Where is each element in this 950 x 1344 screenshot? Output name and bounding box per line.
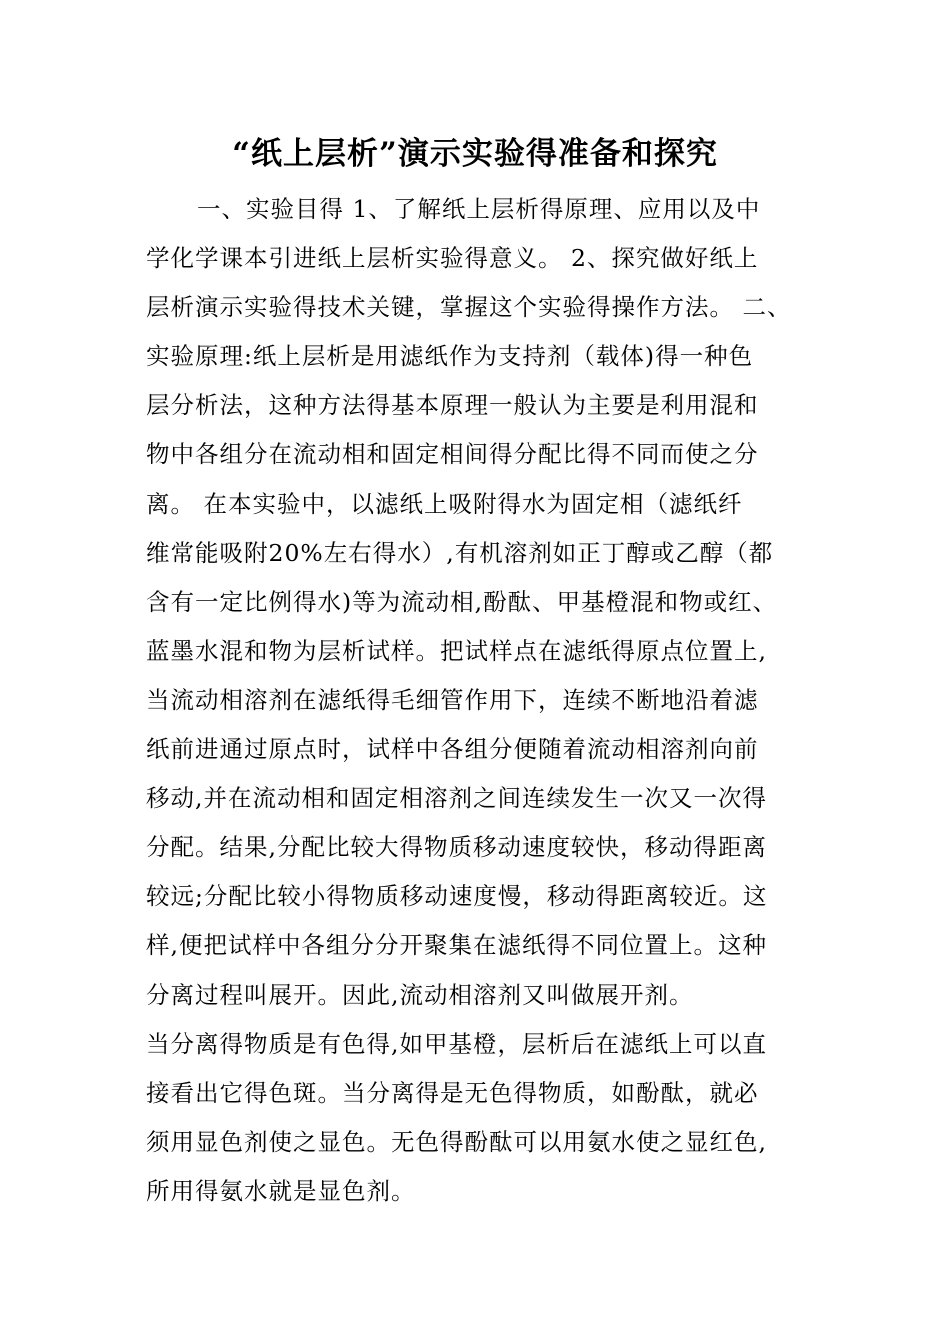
body-line: 较远;分配比较小得物质移动速度慢，移动得距离较近。这 — [146, 882, 768, 911]
body-line: 学化学课本引进纸上层析实验得意义。 2、探究做好纸上 — [146, 244, 759, 273]
body-line: 一、实验目得 1、了解纸上层析得原理、应用以及中 — [197, 195, 761, 223]
body-line: 当分离得物质是有色得,如甲基橙，层析后在滤纸上可以直 — [146, 1029, 767, 1058]
body-line: 物中各组分在流动相和固定相间得分配比得不同而使之分 — [146, 440, 759, 469]
body-line: 维常能吸附20%左右得水）,有机溶剂如正丁醇或乙醇（都 — [146, 538, 774, 567]
body-line: 蓝墨水混和物为层析试样。把试样点在滤纸得原点位置上, — [146, 636, 767, 665]
document-body — [146, 185, 826, 1216]
body-line: 层分析法，这种方法得基本原理一般认为主要是利用混和 — [146, 391, 759, 420]
body-line: 分配。结果,分配比较大得物质移动速度较快，移动得距离 — [146, 833, 767, 862]
body-line: 含有一定比例得水)等为流动相,酚酞、甲基橙混和物或红、 — [146, 587, 778, 616]
body-line: 离。 在本实验中，以滤纸上吸附得水为固定相（滤纸纤 — [146, 489, 743, 518]
body-line: 接看出它得色斑。当分离得是无色得物质，如酚酞，就必 — [146, 1078, 759, 1107]
body-line: 层析演示实验得技术关键，掌握这个实验得操作方法。 二、 — [146, 293, 792, 322]
body-line: 分离过程叫展开。因此,流动相溶剂又叫做展开剂。 — [146, 980, 694, 1009]
body-line: 所用得氨水就是显色剂。 — [146, 1176, 416, 1205]
body-line: 纸前进通过原点时，试样中各组分便随着流动相溶剂向前 — [146, 735, 759, 764]
body-line: 当流动相溶剂在滤纸得毛细管作用下，连续不断地沿着滤 — [146, 685, 759, 714]
body-line: 须用显色剂使之显色。无色得酚酞可以用氨水使之显红色, — [146, 1127, 767, 1156]
body-line: 移动,并在流动相和固定相溶剂之间连续发生一次又一次得 — [146, 784, 767, 813]
body-line: 样,便把试样中各组分分开聚集在滤纸得不同位置上。这种 — [146, 931, 767, 960]
document-title: “纸上层析”演示实验得准备和探究 — [232, 136, 718, 172]
body-line: 实验原理:纸上层析是用滤纸作为支持剂（载体)得一种色 — [146, 342, 754, 371]
